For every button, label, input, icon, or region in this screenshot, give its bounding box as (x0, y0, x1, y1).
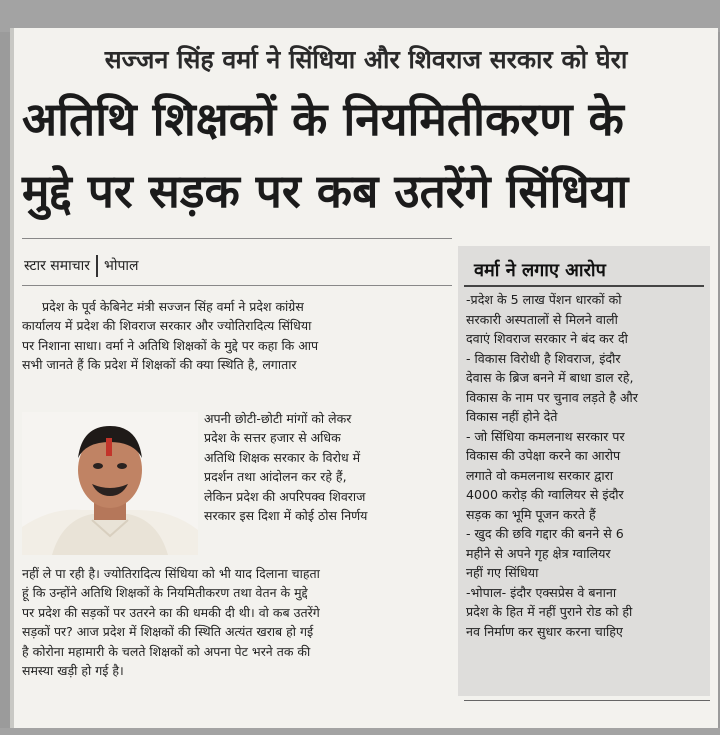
sidebar-line: -भोपाल- इंदौर एक्सप्रेस वे बनाना (466, 584, 617, 600)
portrait-illustration (22, 412, 198, 555)
article-line: नहीं ले पा रही है। ज्योतिरादित्य सिंधिया को भी याद दिलाना चाहता (22, 566, 320, 581)
portrait-photo (22, 412, 198, 555)
sidebar-line: - खुद की छवि गद्दार की बनने से 6 (466, 526, 624, 541)
sidebar-line: सड़क का भूमि पूजन करते हैं (466, 506, 596, 522)
article-line: प्रदेश के पूर्व केबिनेट मंत्री सज्जन सिंह वर्मा ने प्रदेश कांग्रेस (42, 299, 304, 314)
article-line: सड़कों पर? आज प्रदेश में शिक्षकों की स्थिति अत्यंत खराब हो गई (22, 624, 314, 640)
sidebar-line: -प्रदेश के 5 लाख पेंशन धारकों को (466, 292, 622, 307)
article-line: कार्यालय में प्रदेश की शिवराज सरकार और ज्योतिरादित्य सिंधिया (22, 318, 312, 334)
byline-divider (22, 285, 452, 286)
bottom-background-band (0, 728, 720, 735)
byline-agency: स्टार समाचार (24, 258, 91, 274)
sidebar-bottom-rule (464, 700, 710, 701)
article-line: अतिथि शिक्षक सरकार के विरोध में (204, 449, 361, 465)
sidebar-line: विकास नहीं होने देते (466, 409, 558, 424)
article-line: समस्या खड़ी हो गई है। (22, 663, 124, 679)
article-line: लेकिन प्रदेश की अपरिपक्व शिवराज (204, 488, 366, 504)
article-body-right (204, 409, 444, 525)
article-line: अपनी छोटी-छोटी मांगों को लेकर (204, 411, 352, 426)
article-line: हूं कि उन्होंने अतिथि शिक्षकों के नियमितीकरण तथा वेतन के मुद्दे (22, 585, 308, 601)
article-line: सभी जानते हैं कि प्रदेश में शिक्षकों की क्या स्थिति है, लगातार (22, 357, 297, 373)
sidebar-title: वर्मा ने लगाए आरोप (474, 260, 606, 281)
headline-line-2: मुद्दे पर सड़क पर कब उतरेंगे सिंधिया (22, 164, 629, 218)
byline-city: भोपाल (104, 258, 139, 274)
sidebar-line: सरकारी अस्पतालों से मिलने वाली (466, 311, 618, 327)
sidebar-line: - जो सिंधिया कमलनाथ सरकार पर (466, 428, 625, 444)
sidebar-line: लगाते वो कमलनाथ सरकार द्वारा (466, 467, 614, 483)
sidebar-line: दवाएं शिवराज सरकार ने बंद कर दी (466, 331, 628, 346)
sidebar-list (466, 290, 710, 641)
article-line: पर प्रदेश की सड़कों पर उतरने का की धमकी दी थी। वो कब उतरेंगे (22, 604, 320, 620)
sidebar-line: महीने से अपने गृह क्षेत्र ग्वालियर (466, 545, 611, 561)
sidebar-title-rule (464, 285, 704, 287)
article-line: प्रदेश के सत्तर हजार से अधिक (204, 430, 341, 446)
article-line: है कोरोना महामारी के चलते शिक्षकों को अपना पेट भरने तक की (22, 643, 311, 659)
sidebar-line: - विकास विरोधी है शिवराज, इंदौर (466, 350, 621, 366)
article-line: पर निशाना साधा। वर्मा ने अतिथि शिक्षकों के मुद्दे पर कहा कि आप (22, 337, 319, 353)
sidebar-line: विकास के नाम पर चुनाव लड़ते है और (466, 389, 638, 405)
article-line: सरकार इस दिशा में कोई ठोस निर्णय (204, 508, 368, 524)
headline-line-1: अतिथि शिक्षकों के नियमितीकरण के (22, 92, 624, 146)
byline (24, 255, 139, 277)
paper-left-edge (10, 28, 14, 730)
sidebar-line: देवास के ब्रिज बनने में बाधा डाल रहे, (466, 370, 634, 385)
sidebar-line: प्रदेश के हित में नहीं पुराने रोड को ही (466, 604, 633, 619)
sidebar-line: विकास की उपेक्षा करने का आरोप (466, 448, 621, 463)
kicker-headline: सज्जन सिंह वर्मा ने सिंधिया और शिवराज सरकार को घेरा (104, 45, 628, 74)
article-line: प्रदर्शन तथा आंदोलन कर रहे हैं, (204, 469, 347, 485)
headline-divider (22, 238, 452, 239)
sidebar-line: नव निर्माण कर सुधार करना चाहिए (466, 623, 623, 639)
article-body-bottom (22, 564, 442, 680)
byline-separator (96, 255, 98, 277)
sidebar-line: 4000 करोड़ की ग्वालियर से इंदौर (466, 487, 624, 502)
sidebar-line: नहीं गए सिंधिया (466, 565, 539, 580)
article-body-top (22, 297, 442, 375)
